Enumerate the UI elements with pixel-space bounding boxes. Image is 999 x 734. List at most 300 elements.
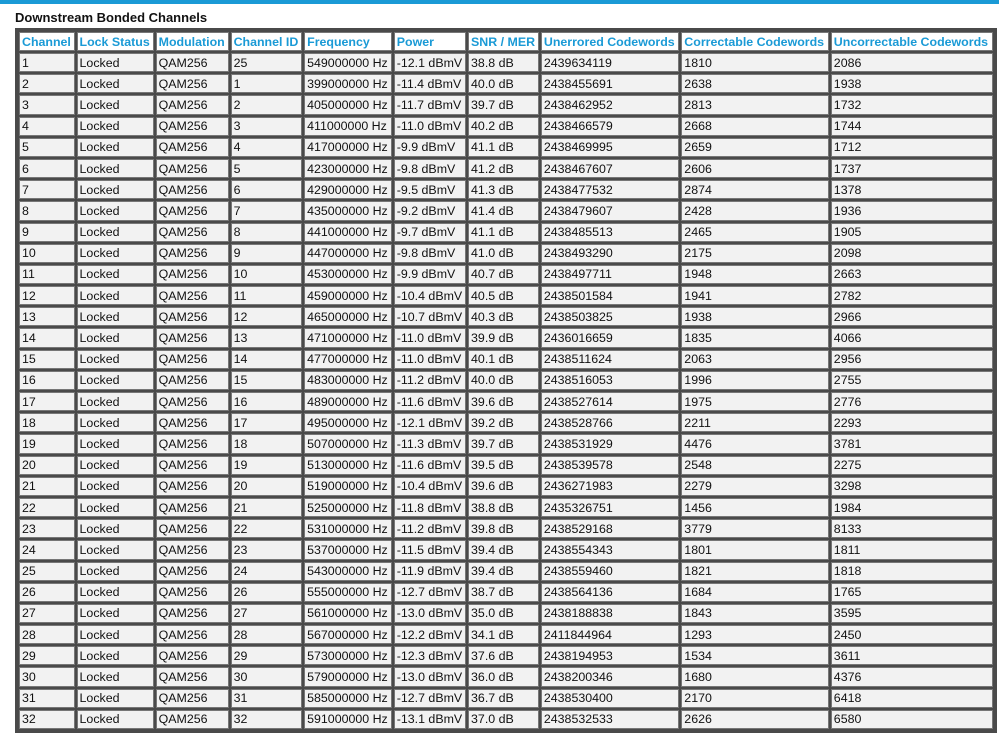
cell-channel-id: 23	[231, 540, 303, 559]
cell-uncorrectable-codewords: 1811	[831, 540, 993, 559]
column-header-snr-mer: SNR / MER	[468, 32, 539, 51]
cell-frequency: 513000000 Hz	[304, 456, 392, 475]
cell-channel-id: 16	[231, 392, 303, 411]
cell-lock-status: Locked	[77, 498, 154, 517]
cell-correctable-codewords: 1948	[681, 265, 829, 284]
cell-unerrored-codewords: 2436271983	[541, 477, 679, 496]
cell-power: -9.7 dBmV	[394, 223, 466, 242]
cell-correctable-codewords: 2668	[681, 117, 829, 136]
cell-uncorrectable-codewords: 1744	[831, 117, 993, 136]
cell-unerrored-codewords: 2438467607	[541, 159, 679, 178]
cell-channel: 6	[19, 159, 75, 178]
cell-power: -11.6 dBmV	[394, 392, 466, 411]
cell-frequency: 483000000 Hz	[304, 371, 392, 390]
cell-unerrored-codewords: 2438200346	[541, 667, 679, 686]
cell-channel: 14	[19, 328, 75, 347]
cell-channel: 19	[19, 434, 75, 453]
cell-channel: 10	[19, 244, 75, 263]
table-row	[19, 625, 993, 644]
cell-channel-id: 19	[231, 456, 303, 475]
cell-modulation: QAM256	[156, 498, 229, 517]
cell-uncorrectable-codewords: 2275	[831, 456, 993, 475]
cell-uncorrectable-codewords: 3298	[831, 477, 993, 496]
cell-lock-status: Locked	[77, 689, 154, 708]
cell-power: -12.2 dBmV	[394, 625, 466, 644]
cell-correctable-codewords: 2465	[681, 223, 829, 242]
cell-power: -11.5 dBmV	[394, 540, 466, 559]
cell-power: -11.3 dBmV	[394, 434, 466, 453]
cell-snr-mer: 40.1 dB	[468, 350, 539, 369]
cell-lock-status: Locked	[77, 456, 154, 475]
cell-correctable-codewords: 2548	[681, 456, 829, 475]
cell-lock-status: Locked	[77, 244, 154, 263]
cell-channel-id: 22	[231, 519, 303, 538]
cell-snr-mer: 40.0 dB	[468, 371, 539, 390]
table-row	[19, 201, 993, 220]
cell-unerrored-codewords: 2438501584	[541, 286, 679, 305]
cell-correctable-codewords: 2063	[681, 350, 829, 369]
cell-channel-id: 1	[231, 74, 303, 93]
cell-correctable-codewords: 2211	[681, 413, 829, 432]
cell-channel-id: 32	[231, 710, 303, 729]
downstream-channels-table	[17, 30, 995, 731]
cell-snr-mer: 41.2 dB	[468, 159, 539, 178]
cell-uncorrectable-codewords: 2293	[831, 413, 993, 432]
cell-snr-mer: 41.1 dB	[468, 223, 539, 242]
cell-snr-mer: 39.7 dB	[468, 95, 539, 114]
cell-channel-id: 28	[231, 625, 303, 644]
cell-snr-mer: 36.0 dB	[468, 667, 539, 686]
table-row	[19, 180, 993, 199]
cell-correctable-codewords: 1456	[681, 498, 829, 517]
cell-channel: 28	[19, 625, 75, 644]
cell-power: -12.3 dBmV	[394, 646, 466, 665]
cell-unerrored-codewords: 2438530400	[541, 689, 679, 708]
cell-lock-status: Locked	[77, 265, 154, 284]
cell-modulation: QAM256	[156, 53, 229, 72]
cell-power: -10.4 dBmV	[394, 477, 466, 496]
table-row	[19, 498, 993, 517]
cell-lock-status: Locked	[77, 667, 154, 686]
cell-uncorrectable-codewords: 2776	[831, 392, 993, 411]
cell-modulation: QAM256	[156, 604, 229, 623]
cell-lock-status: Locked	[77, 371, 154, 390]
cell-correctable-codewords: 2626	[681, 710, 829, 729]
cell-modulation: QAM256	[156, 286, 229, 305]
cell-correctable-codewords: 1975	[681, 392, 829, 411]
cell-snr-mer: 40.7 dB	[468, 265, 539, 284]
cell-lock-status: Locked	[77, 392, 154, 411]
table-row	[19, 53, 993, 72]
cell-uncorrectable-codewords: 6418	[831, 689, 993, 708]
cell-modulation: QAM256	[156, 540, 229, 559]
table-row	[19, 138, 993, 157]
cell-frequency: 429000000 Hz	[304, 180, 392, 199]
cell-power: -11.0 dBmV	[394, 117, 466, 136]
cell-channel: 15	[19, 350, 75, 369]
cell-modulation: QAM256	[156, 328, 229, 347]
cell-modulation: QAM256	[156, 689, 229, 708]
cell-uncorrectable-codewords: 3595	[831, 604, 993, 623]
cell-snr-mer: 40.2 dB	[468, 117, 539, 136]
cell-unerrored-codewords: 2438188838	[541, 604, 679, 623]
cell-frequency: 591000000 Hz	[304, 710, 392, 729]
cell-channel: 21	[19, 477, 75, 496]
table-row	[19, 328, 993, 347]
cell-power: -11.8 dBmV	[394, 498, 466, 517]
cell-channel-id: 25	[231, 53, 303, 72]
cell-channel: 18	[19, 413, 75, 432]
cell-frequency: 555000000 Hz	[304, 583, 392, 602]
cell-modulation: QAM256	[156, 350, 229, 369]
cell-frequency: 465000000 Hz	[304, 307, 392, 326]
cell-power: -12.1 dBmV	[394, 413, 466, 432]
table-row	[19, 434, 993, 453]
cell-unerrored-codewords: 2438455691	[541, 74, 679, 93]
cell-channel-id: 18	[231, 434, 303, 453]
cell-uncorrectable-codewords: 1712	[831, 138, 993, 157]
cell-correctable-codewords: 2659	[681, 138, 829, 157]
cell-channel-id: 24	[231, 562, 303, 581]
cell-lock-status: Locked	[77, 117, 154, 136]
cell-frequency: 441000000 Hz	[304, 223, 392, 242]
cell-unerrored-codewords: 2438532533	[541, 710, 679, 729]
cell-channel-id: 7	[231, 201, 303, 220]
cell-correctable-codewords: 4476	[681, 434, 829, 453]
column-header-channel-id: Channel ID	[231, 32, 303, 51]
cell-power: -9.2 dBmV	[394, 201, 466, 220]
cell-frequency: 549000000 Hz	[304, 53, 392, 72]
table-row	[19, 540, 993, 559]
cell-modulation: QAM256	[156, 646, 229, 665]
cell-uncorrectable-codewords: 4376	[831, 667, 993, 686]
cell-unerrored-codewords: 2438194953	[541, 646, 679, 665]
cell-snr-mer: 41.4 dB	[468, 201, 539, 220]
cell-modulation: QAM256	[156, 265, 229, 284]
cell-modulation: QAM256	[156, 456, 229, 475]
cell-correctable-codewords: 1680	[681, 667, 829, 686]
cell-channel-id: 12	[231, 307, 303, 326]
cell-correctable-codewords: 2428	[681, 201, 829, 220]
table-row	[19, 74, 993, 93]
cell-uncorrectable-codewords: 8133	[831, 519, 993, 538]
cell-channel: 17	[19, 392, 75, 411]
column-header-channel: Channel	[19, 32, 75, 51]
cell-snr-mer: 38.8 dB	[468, 53, 539, 72]
cell-frequency: 399000000 Hz	[304, 74, 392, 93]
cell-channel: 29	[19, 646, 75, 665]
cell-uncorrectable-codewords: 2755	[831, 371, 993, 390]
cell-power: -12.1 dBmV	[394, 53, 466, 72]
cell-correctable-codewords: 1938	[681, 307, 829, 326]
cell-unerrored-codewords: 2438528766	[541, 413, 679, 432]
cell-unerrored-codewords: 2438529168	[541, 519, 679, 538]
cell-lock-status: Locked	[77, 434, 154, 453]
cell-channel-id: 11	[231, 286, 303, 305]
cell-snr-mer: 35.0 dB	[468, 604, 539, 623]
cell-lock-status: Locked	[77, 540, 154, 559]
cell-channel: 3	[19, 95, 75, 114]
table-row	[19, 307, 993, 326]
cell-modulation: QAM256	[156, 180, 229, 199]
cell-frequency: 471000000 Hz	[304, 328, 392, 347]
cell-uncorrectable-codewords: 1938	[831, 74, 993, 93]
cell-channel-id: 13	[231, 328, 303, 347]
cell-channel-id: 20	[231, 477, 303, 496]
table-body	[19, 53, 993, 729]
table-row	[19, 286, 993, 305]
cell-snr-mer: 39.6 dB	[468, 392, 539, 411]
table-row	[19, 392, 993, 411]
cell-unerrored-codewords: 2438559460	[541, 562, 679, 581]
table-row	[19, 350, 993, 369]
cell-uncorrectable-codewords: 2086	[831, 53, 993, 72]
cell-power: -11.4 dBmV	[394, 74, 466, 93]
cell-uncorrectable-codewords: 2966	[831, 307, 993, 326]
table-row	[19, 519, 993, 538]
cell-modulation: QAM256	[156, 138, 229, 157]
cell-snr-mer: 37.6 dB	[468, 646, 539, 665]
cell-snr-mer: 39.9 dB	[468, 328, 539, 347]
cell-modulation: QAM256	[156, 710, 229, 729]
table-row	[19, 159, 993, 178]
cell-correctable-codewords: 1996	[681, 371, 829, 390]
cell-snr-mer: 41.0 dB	[468, 244, 539, 263]
cell-lock-status: Locked	[77, 604, 154, 623]
cell-modulation: QAM256	[156, 434, 229, 453]
cell-channel: 11	[19, 265, 75, 284]
cell-snr-mer: 40.3 dB	[468, 307, 539, 326]
cell-unerrored-codewords: 2438527614	[541, 392, 679, 411]
column-header-power: Power	[394, 32, 466, 51]
cell-frequency: 567000000 Hz	[304, 625, 392, 644]
cell-channel-id: 10	[231, 265, 303, 284]
cell-channel-id: 6	[231, 180, 303, 199]
cell-lock-status: Locked	[77, 519, 154, 538]
cell-snr-mer: 34.1 dB	[468, 625, 539, 644]
cell-uncorrectable-codewords: 2956	[831, 350, 993, 369]
cell-correctable-codewords: 2813	[681, 95, 829, 114]
cell-power: -9.9 dBmV	[394, 265, 466, 284]
cell-modulation: QAM256	[156, 667, 229, 686]
cell-unerrored-codewords: 2438485513	[541, 223, 679, 242]
cell-frequency: 495000000 Hz	[304, 413, 392, 432]
cell-power: -13.1 dBmV	[394, 710, 466, 729]
cell-correctable-codewords: 2638	[681, 74, 829, 93]
table-row	[19, 604, 993, 623]
cell-frequency: 423000000 Hz	[304, 159, 392, 178]
cell-lock-status: Locked	[77, 180, 154, 199]
cell-channel-id: 30	[231, 667, 303, 686]
cell-snr-mer: 40.0 dB	[468, 74, 539, 93]
cell-unerrored-codewords: 2438493290	[541, 244, 679, 263]
cell-channel-id: 21	[231, 498, 303, 517]
column-header-frequency: Frequency	[304, 32, 392, 51]
cell-uncorrectable-codewords: 1936	[831, 201, 993, 220]
cell-channel: 16	[19, 371, 75, 390]
cell-modulation: QAM256	[156, 562, 229, 581]
cell-frequency: 525000000 Hz	[304, 498, 392, 517]
table-row	[19, 244, 993, 263]
cell-uncorrectable-codewords: 2098	[831, 244, 993, 263]
table-row	[19, 413, 993, 432]
table-row	[19, 265, 993, 284]
table-row	[19, 117, 993, 136]
cell-unerrored-codewords: 2438516053	[541, 371, 679, 390]
cell-correctable-codewords: 1810	[681, 53, 829, 72]
cell-unerrored-codewords: 2438479607	[541, 201, 679, 220]
cell-frequency: 405000000 Hz	[304, 95, 392, 114]
cell-frequency: 489000000 Hz	[304, 392, 392, 411]
cell-uncorrectable-codewords: 1818	[831, 562, 993, 581]
cell-channel: 23	[19, 519, 75, 538]
cell-snr-mer: 40.5 dB	[468, 286, 539, 305]
cell-correctable-codewords: 1293	[681, 625, 829, 644]
cell-channel: 30	[19, 667, 75, 686]
cell-modulation: QAM256	[156, 244, 229, 263]
cell-power: -12.7 dBmV	[394, 583, 466, 602]
cell-snr-mer: 37.0 dB	[468, 710, 539, 729]
cell-power: -11.0 dBmV	[394, 350, 466, 369]
cell-lock-status: Locked	[77, 413, 154, 432]
cell-snr-mer: 36.7 dB	[468, 689, 539, 708]
cell-frequency: 411000000 Hz	[304, 117, 392, 136]
cell-power: -9.8 dBmV	[394, 159, 466, 178]
table-row	[19, 667, 993, 686]
cell-frequency: 453000000 Hz	[304, 265, 392, 284]
cell-channel: 8	[19, 201, 75, 220]
cell-power: -11.2 dBmV	[394, 371, 466, 390]
cell-unerrored-codewords: 2438503825	[541, 307, 679, 326]
cell-unerrored-codewords: 2438539578	[541, 456, 679, 475]
cell-snr-mer: 39.2 dB	[468, 413, 539, 432]
cell-frequency: 507000000 Hz	[304, 434, 392, 453]
cell-power: -10.4 dBmV	[394, 286, 466, 305]
table-row	[19, 646, 993, 665]
cell-modulation: QAM256	[156, 223, 229, 242]
cell-unerrored-codewords: 2438511624	[541, 350, 679, 369]
cell-modulation: QAM256	[156, 74, 229, 93]
cell-uncorrectable-codewords: 2663	[831, 265, 993, 284]
cell-lock-status: Locked	[77, 350, 154, 369]
downstream-table-container	[15, 28, 997, 733]
cell-channel-id: 31	[231, 689, 303, 708]
cell-channel-id: 17	[231, 413, 303, 432]
cell-channel-id: 29	[231, 646, 303, 665]
cell-channel-id: 2	[231, 95, 303, 114]
cell-snr-mer: 39.4 dB	[468, 540, 539, 559]
cell-frequency: 459000000 Hz	[304, 286, 392, 305]
cell-modulation: QAM256	[156, 625, 229, 644]
column-header-lock-status: Lock Status	[77, 32, 154, 51]
cell-correctable-codewords: 1843	[681, 604, 829, 623]
table-row	[19, 223, 993, 242]
cell-power: -9.8 dBmV	[394, 244, 466, 263]
cell-channel: 1	[19, 53, 75, 72]
cell-power: -10.7 dBmV	[394, 307, 466, 326]
cell-correctable-codewords: 2606	[681, 159, 829, 178]
cell-channel: 7	[19, 180, 75, 199]
cell-snr-mer: 38.8 dB	[468, 498, 539, 517]
header-row	[19, 32, 993, 51]
cell-channel: 27	[19, 604, 75, 623]
cell-channel: 5	[19, 138, 75, 157]
cell-uncorrectable-codewords: 1765	[831, 583, 993, 602]
cell-frequency: 585000000 Hz	[304, 689, 392, 708]
cell-unerrored-codewords: 2438466579	[541, 117, 679, 136]
cell-lock-status: Locked	[77, 138, 154, 157]
cell-power: -13.0 dBmV	[394, 604, 466, 623]
table-row	[19, 477, 993, 496]
cell-unerrored-codewords: 2436016659	[541, 328, 679, 347]
cell-channel: 26	[19, 583, 75, 602]
cell-channel: 24	[19, 540, 75, 559]
cell-lock-status: Locked	[77, 53, 154, 72]
cell-snr-mer: 39.7 dB	[468, 434, 539, 453]
cell-correctable-codewords: 1801	[681, 540, 829, 559]
cell-lock-status: Locked	[77, 74, 154, 93]
top-accent-bar	[0, 0, 999, 4]
cell-channel: 9	[19, 223, 75, 242]
cell-correctable-codewords: 2874	[681, 180, 829, 199]
cell-power: -13.0 dBmV	[394, 667, 466, 686]
table-row	[19, 689, 993, 708]
cell-lock-status: Locked	[77, 159, 154, 178]
cell-uncorrectable-codewords: 3611	[831, 646, 993, 665]
section-title: Downstream Bonded Channels	[15, 10, 208, 25]
cell-correctable-codewords: 1684	[681, 583, 829, 602]
cell-channel: 31	[19, 689, 75, 708]
cell-modulation: QAM256	[156, 117, 229, 136]
cell-channel: 20	[19, 456, 75, 475]
table-row	[19, 456, 993, 475]
cell-modulation: QAM256	[156, 583, 229, 602]
cell-frequency: 447000000 Hz	[304, 244, 392, 263]
cell-snr-mer: 39.6 dB	[468, 477, 539, 496]
cell-lock-status: Locked	[77, 328, 154, 347]
column-header-modulation: Modulation	[156, 32, 229, 51]
cell-correctable-codewords: 1821	[681, 562, 829, 581]
table-row	[19, 95, 993, 114]
cell-modulation: QAM256	[156, 392, 229, 411]
cell-snr-mer: 41.1 dB	[468, 138, 539, 157]
cell-modulation: QAM256	[156, 477, 229, 496]
cell-modulation: QAM256	[156, 413, 229, 432]
cell-channel-id: 4	[231, 138, 303, 157]
cell-power: -9.5 dBmV	[394, 180, 466, 199]
cell-modulation: QAM256	[156, 307, 229, 326]
cell-channel-id: 8	[231, 223, 303, 242]
cell-frequency: 543000000 Hz	[304, 562, 392, 581]
cell-unerrored-codewords: 2438469995	[541, 138, 679, 157]
cell-lock-status: Locked	[77, 223, 154, 242]
cell-correctable-codewords: 2175	[681, 244, 829, 263]
cell-correctable-codewords: 2170	[681, 689, 829, 708]
column-header-correctable-codewords: Correctable Codewords	[681, 32, 829, 51]
cell-channel-id: 15	[231, 371, 303, 390]
cell-uncorrectable-codewords: 1378	[831, 180, 993, 199]
cell-uncorrectable-codewords: 2450	[831, 625, 993, 644]
cell-lock-status: Locked	[77, 286, 154, 305]
cell-snr-mer: 38.7 dB	[468, 583, 539, 602]
cell-power: -11.2 dBmV	[394, 519, 466, 538]
cell-lock-status: Locked	[77, 95, 154, 114]
cell-unerrored-codewords: 2438497711	[541, 265, 679, 284]
column-header-uncorrectable-codewords: Uncorrectable Codewords	[831, 32, 993, 51]
cell-snr-mer: 39.4 dB	[468, 562, 539, 581]
cell-channel: 32	[19, 710, 75, 729]
cell-lock-status: Locked	[77, 307, 154, 326]
